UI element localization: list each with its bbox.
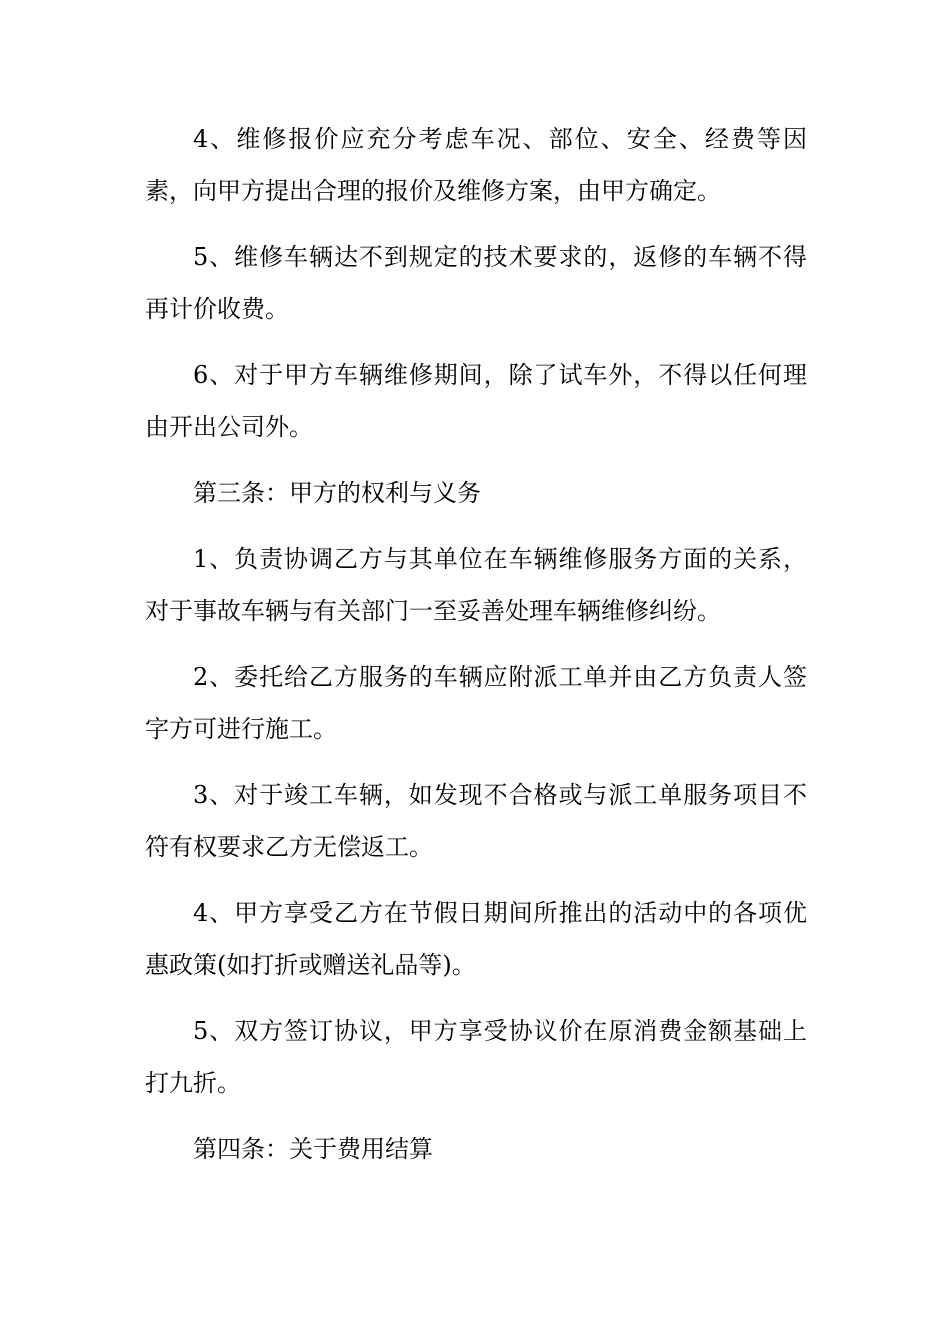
- clause-paragraph: 5、双方签订协议，甲方享受协议价在原消费金额基础上打九折。: [145, 1017, 807, 1097]
- clause-paragraph: 3、对于竣工车辆，如发现不合格或与派工单服务项目不符有权要求乙方无偿返工。: [145, 781, 807, 861]
- section-heading: 第四条：关于费用结算: [193, 1135, 433, 1163]
- clause-paragraph: 4、维修报价应充分考虑车况、部位、安全、经费等因素，向甲方提出合理的报价及维修方案，由甲方确定。: [145, 125, 807, 205]
- document-body: [145, 113, 807, 1189]
- clause-paragraph: 2、委托给乙方服务的车辆应附派工单并由乙方负责人签字方可进行施工。: [145, 663, 807, 743]
- clause-paragraph: 4、甲方享受乙方在节假日期间所推出的活动中的各项优惠政策(如打折或赠送礼品等)。: [145, 899, 807, 979]
- clause-paragraph: 5、维修车辆达不到规定的技术要求的，返修的车辆不得再计价收费。: [145, 243, 807, 323]
- clause-paragraph: 1、负责协调乙方与其单位在车辆维修服务方面的关系，对于事故车辆与有关部门一至妥善处理车辆维修纠纷。: [145, 545, 807, 625]
- section-heading: 第三条：甲方的权利与义务: [193, 479, 481, 507]
- clause-paragraph: 6、对于甲方车辆维修期间，除了试车外，不得以任何理由开出公司外。: [145, 361, 807, 441]
